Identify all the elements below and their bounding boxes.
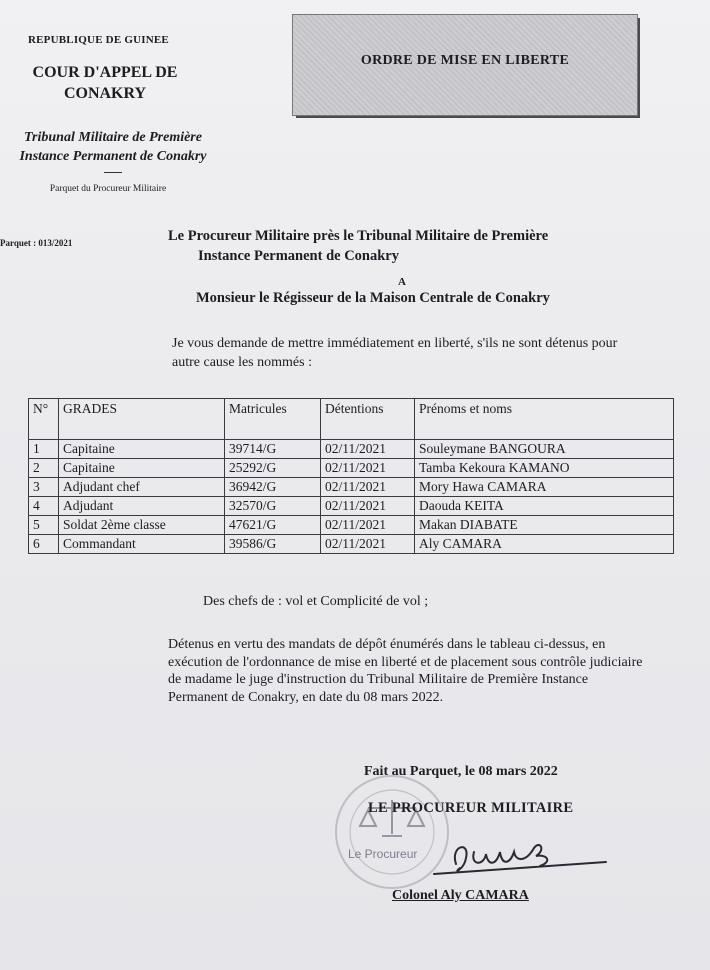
cell-matricule: 32570/G	[225, 497, 321, 516]
charges-line: Des chefs de : vol et Complicité de vol ;	[203, 594, 429, 609]
cell-number: 5	[29, 516, 59, 535]
republic-header: REPUBLIQUE DE GUINEE	[28, 34, 169, 46]
table-row	[29, 459, 674, 478]
cell-number: 1	[29, 440, 59, 459]
cell-number: 2	[29, 459, 59, 478]
cell-name: Daouda KEITA	[415, 497, 674, 516]
cell-detention: 02/11/2021	[321, 440, 415, 459]
header-number: N°	[29, 399, 59, 440]
header-matricules: Matricules	[225, 399, 321, 440]
parquet-reference: Parquet : 013/2021	[0, 238, 73, 248]
cell-name: Souleymane BANGOURA	[415, 440, 674, 459]
header-grades: GRADES	[59, 399, 225, 440]
cell-name: Makan DIABATE	[415, 516, 674, 535]
cell-detention: 02/11/2021	[321, 516, 415, 535]
cell-number: 3	[29, 478, 59, 497]
handwritten-signature	[430, 826, 620, 886]
sender-block	[168, 226, 548, 266]
cell-detention: 02/11/2021	[321, 459, 415, 478]
tribunal-line-1: Tribunal Militaire de Première	[24, 130, 202, 145]
tribunal-name	[0, 128, 228, 166]
order-title-box	[292, 14, 638, 116]
table-header-row	[29, 399, 674, 440]
cell-matricule: 47621/G	[225, 516, 321, 535]
table-row	[29, 478, 674, 497]
header-detentions: Détentions	[321, 399, 415, 440]
court-line-2: CONAKRY	[63, 85, 147, 102]
header-divider	[104, 172, 122, 173]
address-connector: A	[398, 276, 406, 288]
body-paragraph: Détenus en vertu des mandats de dépôt énumérés dans le tableau ci-dessus, en exécution de l'ordonnance de mise en liberté et de placement sous contrôle judiciaire de madame le juge d'instruction du Tribunal Militaire de Première Instance Permanent de Conakry, en date du 08 mars 2022.	[168, 637, 643, 705]
table-row	[29, 516, 674, 535]
cell-number: 6	[29, 535, 59, 554]
sender-line-1: Le Procureur Militaire près le Tribunal Militaire de Première	[168, 228, 549, 244]
recipient-line: Monsieur le Régisseur de la Maison Centrale de Conakry	[196, 290, 550, 306]
signatory-name: Colonel Aly CAMARA	[392, 888, 529, 903]
detainee-table	[28, 398, 674, 554]
court-line-1: COUR D'APPEL DE	[32, 64, 178, 81]
cell-matricule: 39586/G	[225, 535, 321, 554]
cell-detention: 02/11/2021	[321, 535, 415, 554]
header-names: Prénoms et noms	[415, 399, 674, 440]
cell-name: Mory Hawa CAMARA	[415, 478, 674, 497]
cell-grade: Soldat 2ème classe	[59, 516, 225, 535]
cell-grade: Capitaine	[59, 459, 225, 478]
cell-name: Aly CAMARA	[415, 535, 674, 554]
tribunal-line-2: Instance Permanent de Conakry	[19, 149, 207, 164]
cell-matricule: 25292/G	[225, 459, 321, 478]
intro-paragraph: Je vous demande de mettre immédiatement en liberté, s'ils ne sont détenus pour autre cause les nommés :	[172, 336, 618, 370]
cell-matricule: 36942/G	[225, 478, 321, 497]
cell-grade: Capitaine	[59, 440, 225, 459]
cell-name: Tamba Kekoura KAMANO	[415, 459, 674, 478]
cell-matricule: 39714/G	[225, 440, 321, 459]
signatory-title: LE PROCUREUR MILITAIRE	[368, 800, 574, 816]
place-and-date: Fait au Parquet, le 08 mars 2022	[364, 764, 558, 779]
parquet-office: Parquet du Procureur Militaire	[49, 184, 167, 194]
table-row	[29, 535, 674, 554]
cell-detention: 02/11/2021	[321, 478, 415, 497]
table-row	[29, 440, 674, 459]
stamp-text: Le Procureur	[348, 847, 418, 861]
court-name	[30, 62, 180, 104]
cell-grade: Commandant	[59, 535, 225, 554]
table-row	[29, 497, 674, 516]
cell-detention: 02/11/2021	[321, 497, 415, 516]
sender-line-2: Instance Permanent de Conakry	[198, 248, 399, 264]
cell-grade: Adjudant	[59, 497, 225, 516]
cell-number: 4	[29, 497, 59, 516]
order-title: ORDRE DE MISE EN LIBERTE	[360, 53, 570, 68]
cell-grade: Adjudant chef	[59, 478, 225, 497]
